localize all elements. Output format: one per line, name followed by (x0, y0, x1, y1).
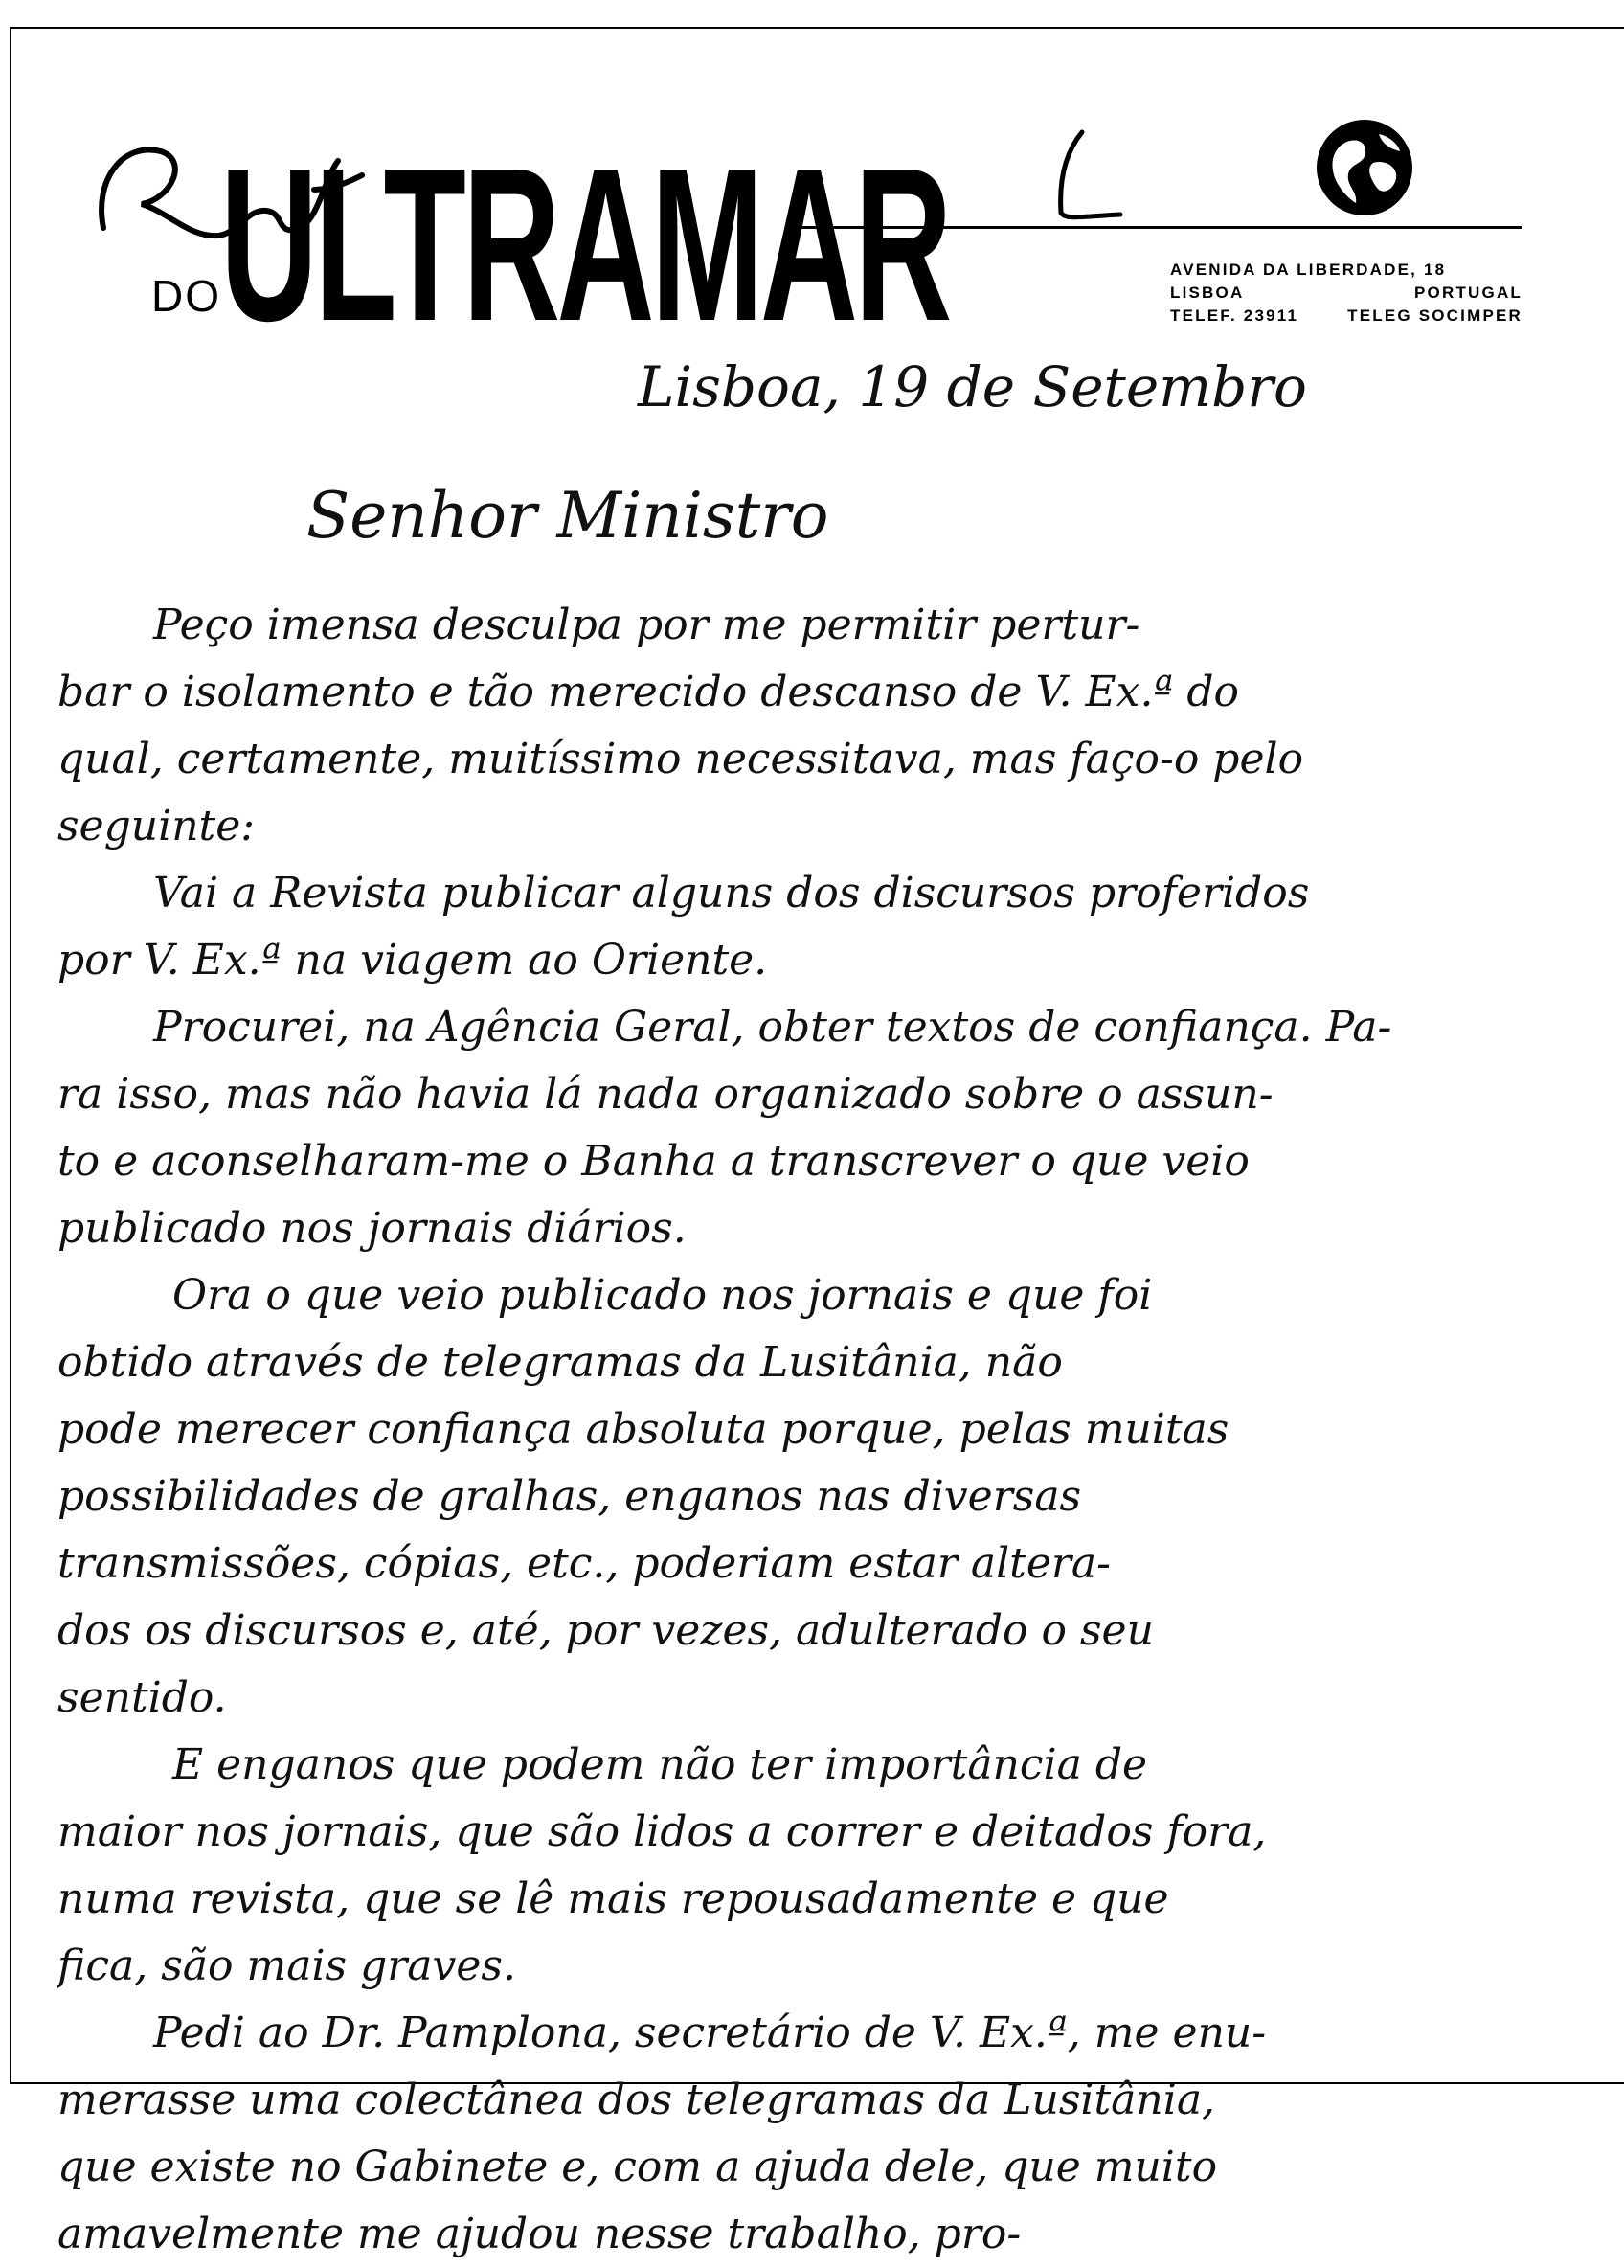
body-line: publicado nos jornais diários. (57, 1204, 687, 1253)
body-line: numa revista, que se lê mais repousadamente e que (57, 1874, 1169, 1923)
body-line: merasse uma colectânea dos telegramas da Lusitânia, (57, 2075, 1216, 2124)
body-line: Procurei, na Agência Geral, obter textos de confiança. Pa- (153, 1003, 1392, 1052)
body-line: E enganos que podem não ter importância de (172, 1740, 1148, 1789)
letterhead-address (1170, 259, 1522, 328)
body-line: maior nos jornais, que são lidos a correr e deitados fora, (57, 1807, 1267, 1856)
body-line: Peço imensa desculpa por me permitir pertur- (153, 601, 1140, 649)
globe-icon (1312, 115, 1417, 220)
address-city: LISBOA (1170, 284, 1245, 302)
address-country: PORTUGAL (1414, 284, 1522, 302)
body-line: que existe no Gabinete e, com a ajuda dele, que muito (57, 2143, 1218, 2191)
body-line: amavelmente me ajudou nesse trabalho, pro- (57, 2210, 1022, 2258)
body-line: bar o isolamento e tão merecido descanso de V. Ex.ª do (57, 668, 1239, 716)
body-line: fica, são mais graves. (57, 1941, 516, 1990)
handwritten-initial-mark (1015, 125, 1130, 230)
letterhead (0, 0, 1624, 367)
body-line: Ora o que veio publicado nos jornais e que foi (172, 1271, 1153, 1320)
body-line: pode merecer confiança absoluta porque, pelas muitas (57, 1405, 1229, 1454)
letter-body (57, 592, 1590, 2268)
letterhead-rule (795, 226, 1522, 229)
body-line: Vai a Revista publicar alguns dos discursos proferidos (153, 869, 1310, 918)
body-line: sentido. (57, 1673, 227, 1722)
body-line: ra isso, mas não havia lá nada organizado sobre o assun- (57, 1070, 1274, 1119)
address-phone: TELEF. 23911 (1170, 306, 1299, 325)
body-line: seguinte: (57, 802, 256, 850)
body-line: obtido através de telegramas da Lusitânia, não (57, 1338, 1063, 1387)
body-line: qual, certamente, muitíssimo necessitava, mas faço-o pelo (57, 735, 1304, 783)
body-line: transmissões, cópias, etc., poderiam estar altera- (57, 1539, 1111, 1588)
masthead-do: DO (151, 271, 221, 321)
body-line: to e aconselharam-me o Banha a transcrever o que veio (57, 1137, 1250, 1186)
letter-date: Lisboa, 19 de Setembro (638, 354, 1307, 420)
letter-salutation: Senhor Ministro (306, 479, 829, 553)
body-line: possibilidades de gralhas, enganos nas diversas (57, 1472, 1082, 1521)
body-line: por V. Ex.ª na viagem ao Oriente. (57, 936, 768, 985)
body-line: dos os discursos e, até, por vezes, adulterado o seu (57, 1606, 1154, 1655)
body-line: Pedi ao Dr. Pamplona, secretário de V. Ex.ª, me enu- (153, 2008, 1267, 2057)
masthead-title: ULTRAMAR (220, 124, 949, 367)
page-border-left (10, 27, 11, 2084)
address-street: AVENIDA DA LIBERDADE, 18 (1170, 261, 1447, 279)
address-telegraph: TELEG SOCIMPER (1347, 306, 1522, 325)
